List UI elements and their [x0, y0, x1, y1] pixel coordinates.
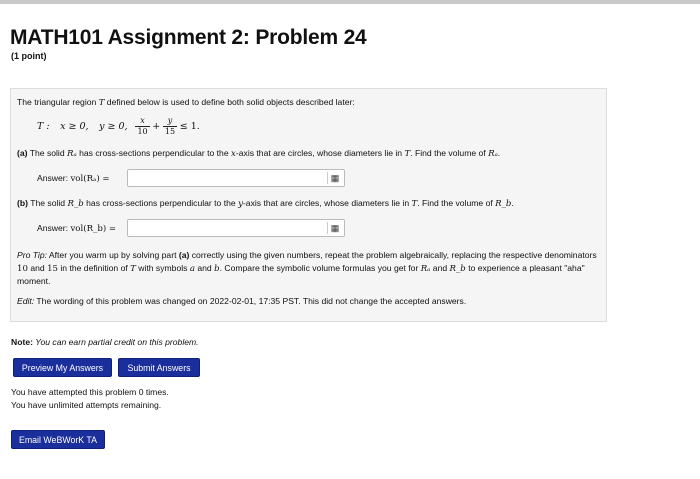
answer-a-label: Answer: vol(Rₐ) = — [37, 173, 110, 184]
partial-credit-note: Note: You can earn partial credit on this problem. — [11, 337, 199, 347]
answer-a-input[interactable] — [127, 169, 345, 187]
answer-b-input[interactable] — [127, 219, 345, 237]
equation-editor-icon[interactable]: ▦ — [327, 172, 342, 184]
points-label: (1 point) — [11, 51, 47, 61]
edit-notice: Edit: The wording of this problem was changed on 2022-02-01, 17:35 PST. This did not change the accepted answers. — [17, 296, 467, 306]
submit-answers-button[interactable]: Submit Answers — [118, 358, 200, 377]
preview-answers-button[interactable]: Preview My Answers — [13, 358, 112, 377]
intro-text: The triangular region T defined below is used to define both solid objects described later: — [17, 97, 355, 108]
part-b-text: (b) The solid R_b has cross-sections perpendicular to the y-axis that are circles, whose diameters lie in T. Find the volume of R_b. — [17, 198, 514, 209]
equation-editor-icon[interactable]: ▦ — [327, 222, 342, 234]
problem-panel — [10, 88, 607, 322]
page-title: MATH101 Assignment 2: Problem 24 — [10, 26, 367, 49]
answer-b-label: Answer: vol(R_b) = — [37, 223, 117, 234]
pro-tip-text: Pro Tip: After you warm up by solving part (a) correctly using the given numbers, repeat the problem algebraically, replacing the respective denominators 10 and 15 in the definition of T with symbols a and b. Compare the symbolic volume formulas you get for Rₐ and R_b to experience a pleasant "aha" moment. — [17, 250, 597, 286]
attempts-count: You have attempted this problem 0 times. — [11, 387, 169, 397]
top-divider — [0, 0, 700, 4]
part-a-text: (a) The solid Rₐ has cross-sections perpendicular to the x-axis that are circles, whose diameters lie in T. Find the volume of Rₐ. — [17, 148, 501, 159]
attempts-remaining: You have unlimited attempts remaining. — [11, 400, 162, 410]
fraction-x-over-10: $\frac{x}{10}$ — [137, 116, 148, 136]
fraction-y-over-15: $\frac{y}{15}$ — [164, 116, 176, 136]
region-definition: T : x ≥ 0, y ≥ 0, $\frac{x}{10}$ + $\frac{y}{15}$ ≤ 1. — [37, 116, 200, 136]
email-ta-button[interactable]: Email WeBWorK TA — [11, 430, 105, 449]
